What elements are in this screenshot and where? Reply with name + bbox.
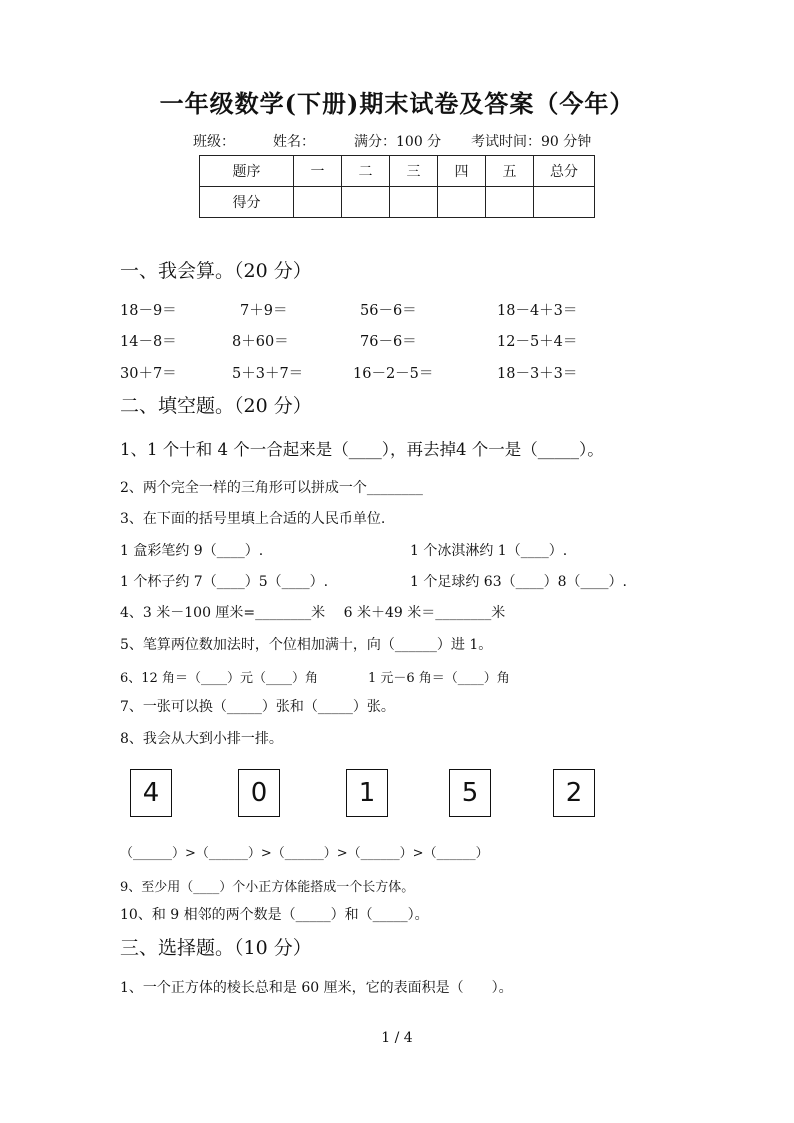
calc-item: 76－6＝ bbox=[360, 334, 417, 350]
score-cell bbox=[438, 187, 486, 218]
question-1: 1、1 个十和 4 个一合起来是（____），再去掉4 个一是（_____）。 bbox=[120, 440, 604, 459]
score-cell: 一 bbox=[294, 156, 342, 187]
question-8: 8、我会从大到小排一排。 bbox=[120, 731, 283, 747]
question-3d: 1 个足球约 63（____）8（____）. bbox=[410, 574, 627, 590]
section3-heading: 三、选择题。（10 分） bbox=[120, 937, 312, 959]
class-label: 班级： bbox=[193, 134, 235, 150]
question-9: 9、至少用（____）个小正方体能搭成一个长方体。 bbox=[120, 880, 415, 895]
calc-item: 30＋7＝ bbox=[120, 366, 177, 382]
calc-item: 18－9＝ bbox=[120, 303, 177, 319]
question-3c: 1 个杯子约 7（____）5（____）. bbox=[120, 574, 329, 590]
score-cell bbox=[534, 187, 595, 218]
question-3b: 1 个冰淇淋约 1（____）. bbox=[410, 543, 568, 559]
score-cell: 总分 bbox=[534, 156, 595, 187]
number-card: 0 bbox=[238, 769, 280, 817]
question-2: 2、两个完全一样的三角形可以拼成一个________ bbox=[120, 480, 423, 496]
score-cell bbox=[486, 187, 534, 218]
exam-time: 考试时间：90 分钟 bbox=[471, 134, 592, 150]
question-7: 7、一张可以换（_____）张和（_____）张。 bbox=[120, 699, 395, 715]
calc-item: 18－4＋3＝ bbox=[497, 303, 578, 319]
calc-item: 56－6＝ bbox=[360, 303, 417, 319]
calc-item: 16－2－5＝ bbox=[353, 366, 434, 382]
calc-item: 14－8＝ bbox=[120, 334, 177, 350]
number-card: 2 bbox=[553, 769, 595, 817]
question-6b: 1 元－6 角＝（____）角 bbox=[368, 671, 510, 686]
page-title: 一年级数学(下册)期末试卷及答案（今年） bbox=[159, 89, 635, 118]
score-cell: 四 bbox=[438, 156, 486, 187]
score-cell: 题序 bbox=[200, 156, 294, 187]
calc-item: 18－3＋3＝ bbox=[497, 366, 578, 382]
question-3a: 1 盒彩笔约 9（____）. bbox=[120, 543, 264, 559]
calc-item: 5＋3＋7＝ bbox=[232, 366, 304, 382]
section1-heading: 一、我会算。（20 分） bbox=[120, 260, 312, 282]
score-cell: 三 bbox=[390, 156, 438, 187]
score-cell bbox=[342, 187, 390, 218]
ordering-answer-line: （______）>（______）>（______）>（______）>（______） bbox=[120, 846, 489, 861]
score-table-score-row bbox=[200, 187, 595, 218]
score-table bbox=[199, 155, 595, 218]
full-score: 满分：100 分 bbox=[354, 134, 442, 150]
score-cell bbox=[390, 187, 438, 218]
number-card: 4 bbox=[130, 769, 172, 817]
question-5: 5、笔算两位数加法时，个位相加满十，向（______）进 1。 bbox=[120, 637, 493, 653]
number-card: 5 bbox=[449, 769, 491, 817]
score-cell bbox=[294, 187, 342, 218]
section2-heading: 二、填空题。（20 分） bbox=[120, 395, 312, 417]
score-cell: 五 bbox=[486, 156, 534, 187]
question-4: 4、3 米－100 厘米=________米 6 米＋49 米＝________米 bbox=[120, 605, 506, 621]
number-card: 1 bbox=[346, 769, 388, 817]
calc-item: 8＋60＝ bbox=[232, 334, 289, 350]
page-number: 1 / 4 bbox=[381, 1030, 413, 1046]
question-10: 10、和 9 相邻的两个数是（_____）和（_____）。 bbox=[120, 907, 429, 923]
score-table-header-row bbox=[200, 156, 595, 187]
choice-question-1: 1、一个正方体的棱长总和是 60 厘米，它的表面积是（ ）。 bbox=[120, 980, 513, 996]
calc-item: 7＋9＝ bbox=[240, 303, 288, 319]
score-cell: 二 bbox=[342, 156, 390, 187]
question-6a: 6、12 角＝（____）元（____）角 bbox=[120, 671, 318, 686]
question-3: 3、在下面的括号里填上合适的人民币单位. bbox=[120, 511, 386, 527]
score-cell: 得分 bbox=[200, 187, 294, 218]
calc-item: 12－5＋4＝ bbox=[497, 334, 578, 350]
name-label: 姓名： bbox=[273, 134, 315, 150]
